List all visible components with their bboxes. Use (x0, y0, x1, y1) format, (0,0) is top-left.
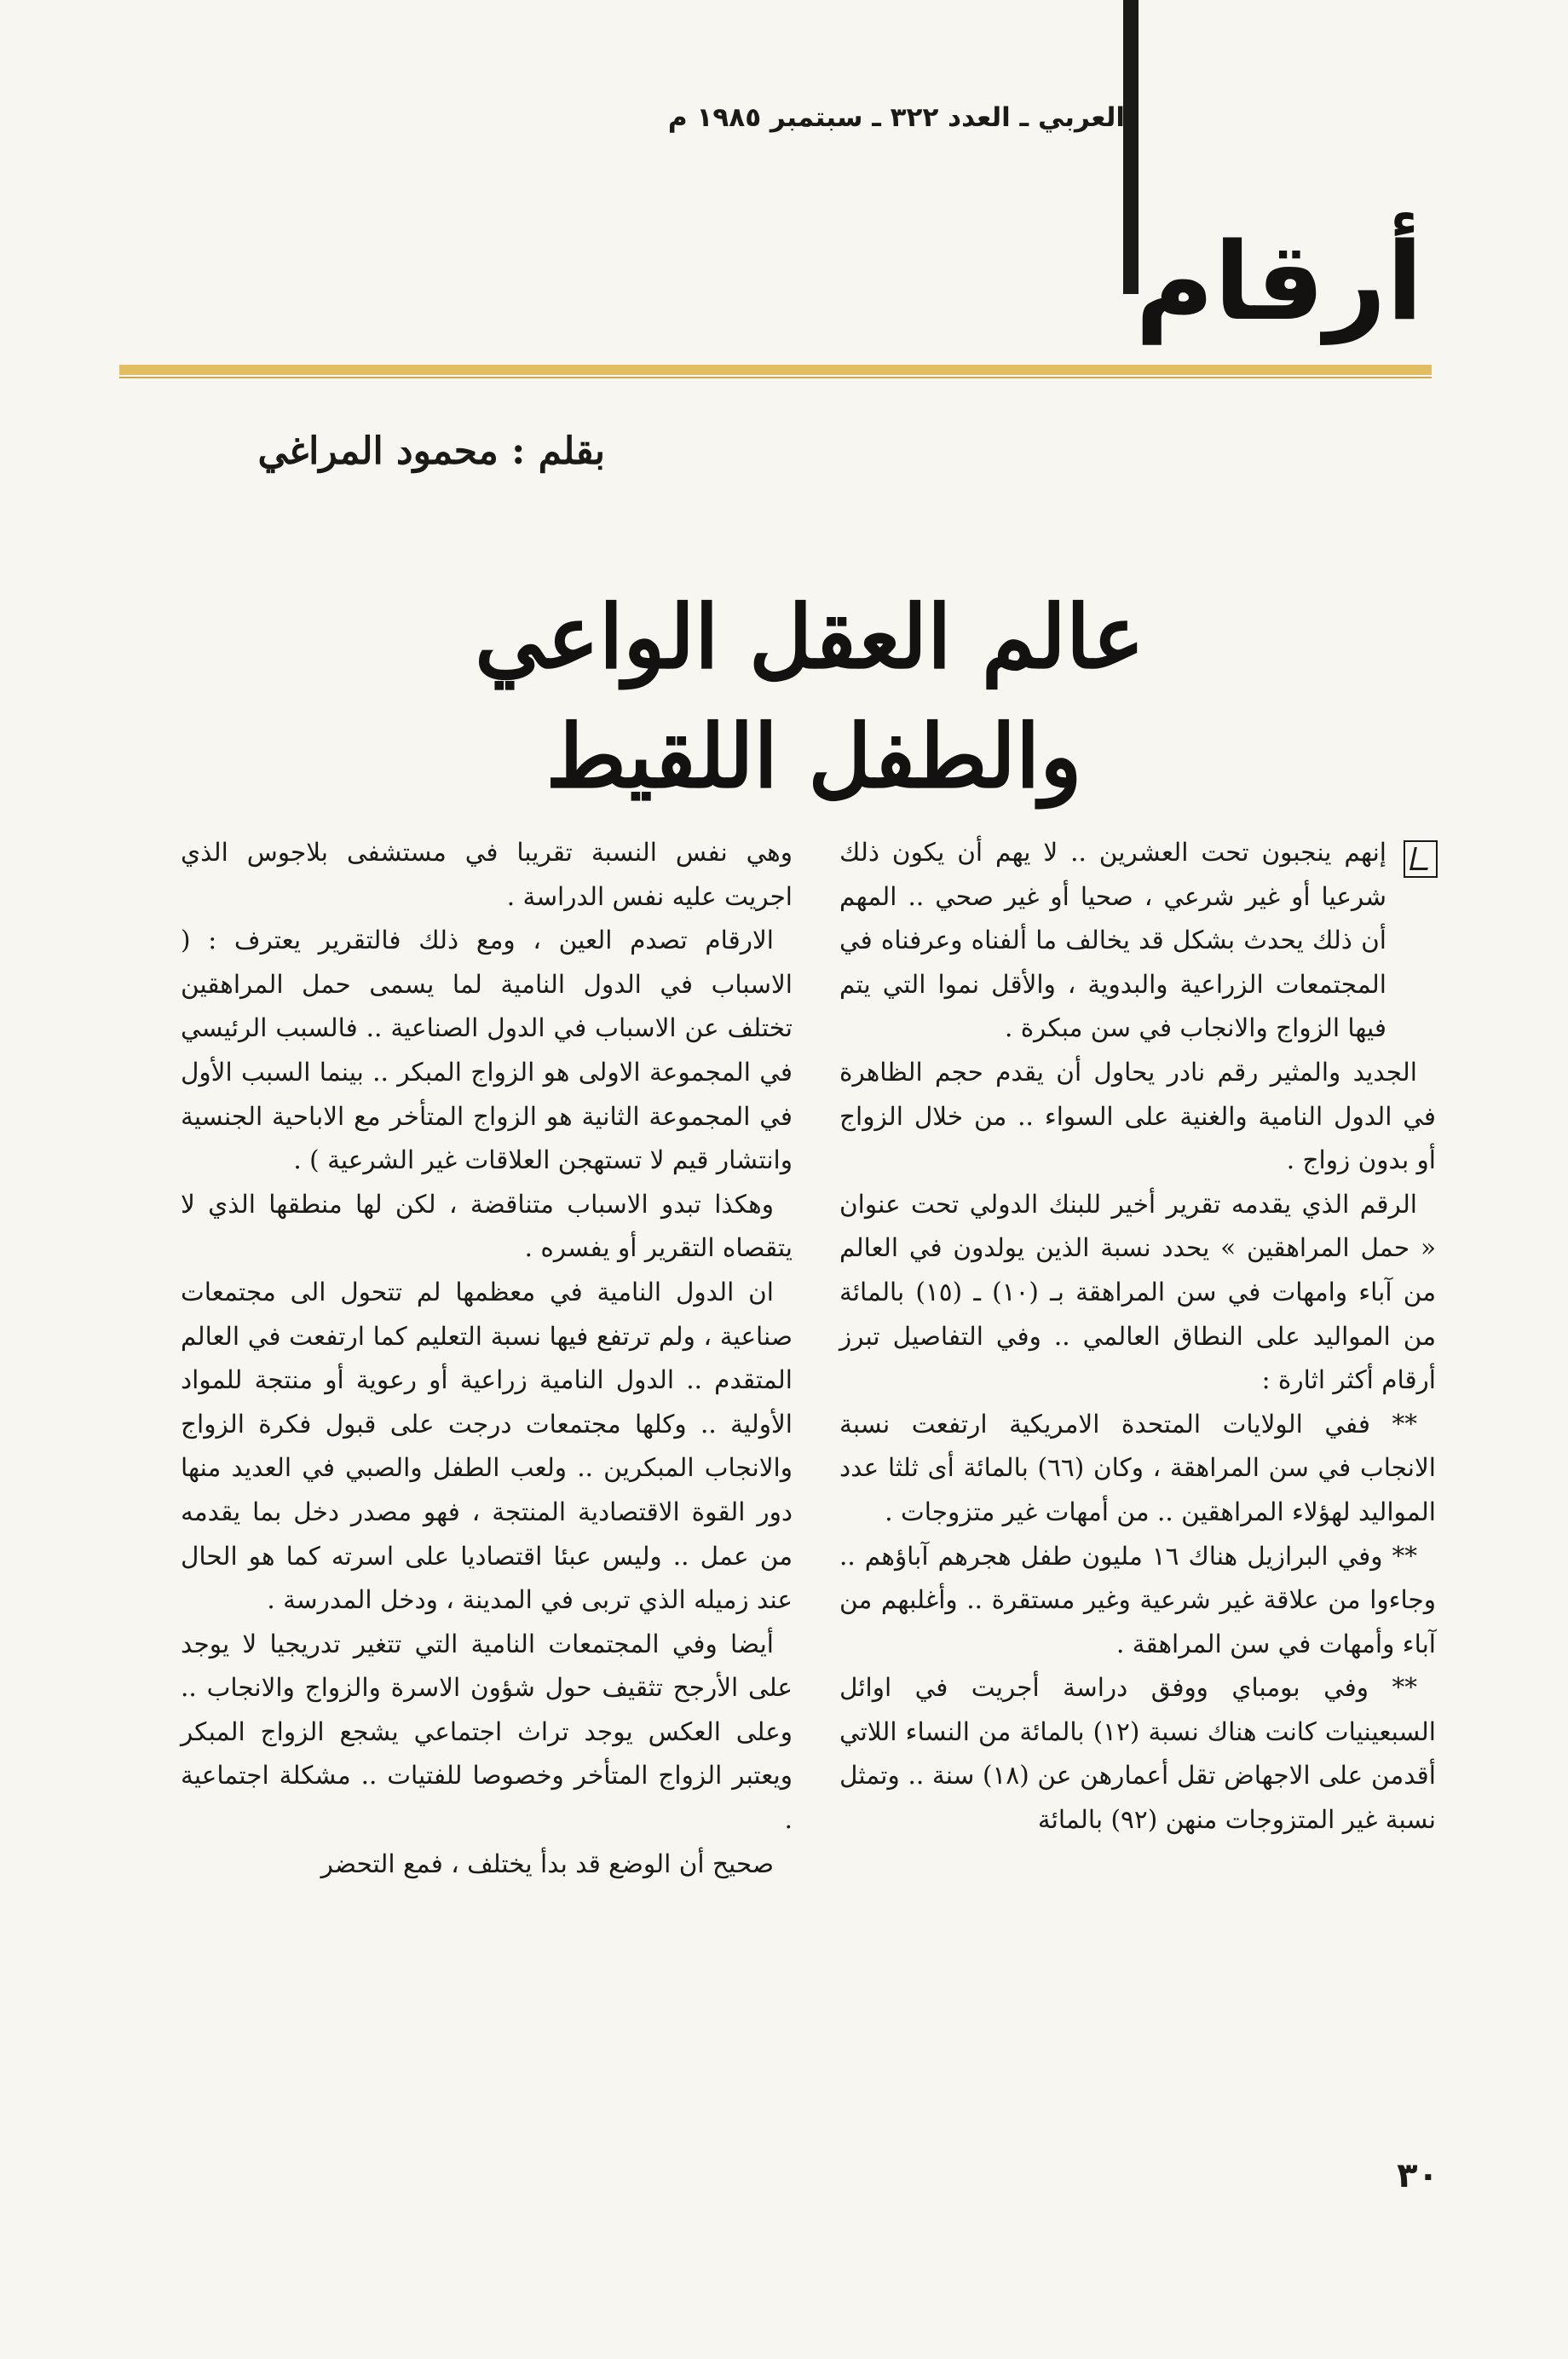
paragraph: الجديد والمثير رقم نادر يحاول أن يقدم حجم الظاهرة في الدول النامية والغنية على السواء .. من خلال الزواج أو بدون زواج . (839, 1057, 1436, 1175)
paragraph: ان الدول النامية في معظمها لم تتحول الى مجتمعات صناعية ، ولم ترتفع فيها نسبة التعليم كما ارتفعت في العالم المتقدم .. الدول النامية زراعية أو رعوية أو منتجة للمواد الأولية .. وكلها مجتمعات درجت على قبول فكرة الزواج والانجاب المبكرين .. ولعب الطفل والصبي في العديد منها دور القوة الاقتصادية المنتجة ، فهو مصدر دخل بما يقدمه من عمل .. وليس عبئا اقتصاديا على اسرته كما هو الحال عند زميله الذي تربى في المدينة ، ودخل المدرسة . (181, 1277, 793, 1615)
byline: بقلم : محمود المراغي (257, 430, 605, 473)
paragraph: ** وفي بومباي ووفق دراسة أجريت في اوائل السبعينيات كانت هناك نسبة (١٢) بالمائة من النساء اللاتي أقدمن على الاجهاض تقل أعمارهن عن (١٨) سنة .. وتمثل نسبة غير المتزوجات منهن (٩٢) بالمائة (839, 1673, 1436, 1835)
paragraph: ** وفي البرازيل هناك ١٦ مليون طفل هجرهم آباؤهم .. وجاءوا من علاقة غير شرعية وغير مستقرة .. وأغلبهم من آباء وأمهات في سن المراهقة . (839, 1541, 1436, 1658)
paragraph: صحيح أن الوضع قد بدأ يختلف ، فمع التحضر (320, 1849, 774, 1878)
page-number: ٣٠ (1397, 2156, 1438, 2195)
paragraph: وهكذا تبدو الاسباب متناقضة ، لكن لها منطقها الذي لا يتقصاه التقرير أو يفسره . (181, 1189, 793, 1263)
paragraph: ** ففي الولايات المتحدة الامريكية ارتفعت نسبة الانجاب في سن المراهقة ، وكان (٦٦) بالمائة أى ثلثا عدد المواليد لهؤلاء المراهقين .. من أمهات غير متزوجات . (839, 1409, 1437, 1526)
ornament-icon (1404, 840, 1438, 878)
paragraph: أيضا وفي المجتمعات النامية التي تتغير تدريجيا لا يوجد على الأرجح تثقيف حول شؤون الاسرة والزواج والانجاب .. وعلى العكس يوجد تراث اجتماعي يشجع الزواج المبكر ويعتبر الزواج المتأخر وخصوصا للفتيات .. مشكلة اجتماعية . (181, 1629, 793, 1835)
paragraph: الارقام تصدم العين ، ومع ذلك فالتقرير يعترف : ( الاسباب في الدول النامية لما يسمى حمل المراهقين تختلف عن الاسباب في الدول الصناعية .. فالسبب الرئيسي في المجموعة الاولى هو الزواج المبكر .. بينما السبب الأول في المجموعة الثانية هو الزواج المتأخر مع الاباحية الجنسية وانتشار قيم لا تستهجن العلاقات غير الشرعية ) . (181, 926, 793, 1175)
section-title: أرقام (1135, 219, 1423, 344)
paragraph: الرقم الذي يقدمه تقرير أخير للبنك الدولي تحت عنوان « حمل المراهقين » يحدد نسبة الذين يولدون في العالم من آباء وامهات في سن المراهقة بـ (١٠) ـ (١٥) بالمائة من المواليد على النطاق العالمي .. وفي التفاصيل تبرز أرقام أكثر اثارة : (839, 1189, 1437, 1395)
paragraph: وهي نفس النسبة تقريبا في مستشفى بلاجوس الذي اجريت عليه نفس الدراسة . (181, 838, 793, 911)
paragraph: إنهم ينجبون تحت العشرين .. لا يهم أن يكون ذلك شرعيا أو غير شرعي ، صحيا أو غير صحي .. المهم أن ذلك يحدث بشكل قد يخالف ما ألفناه وعرفناه في المجتمعات الزراعية والبدوية ، والأقل نموا التي يتم فيها الزواج والانجاب في سن مبكرة . (839, 838, 1386, 1043)
article-title-line-1: عالم العقل الواعي (475, 586, 1144, 689)
header-rule-thin (119, 377, 1432, 378)
right-column (839, 831, 1436, 1843)
issue-line: العربي ـ العدد ٣٢٢ ـ سبتمبر ١٩٨٥ م (667, 102, 1125, 133)
header-rule (119, 365, 1432, 375)
left-column (181, 831, 793, 1886)
article-title-line-2: والطفل اللقيط (545, 706, 1082, 808)
